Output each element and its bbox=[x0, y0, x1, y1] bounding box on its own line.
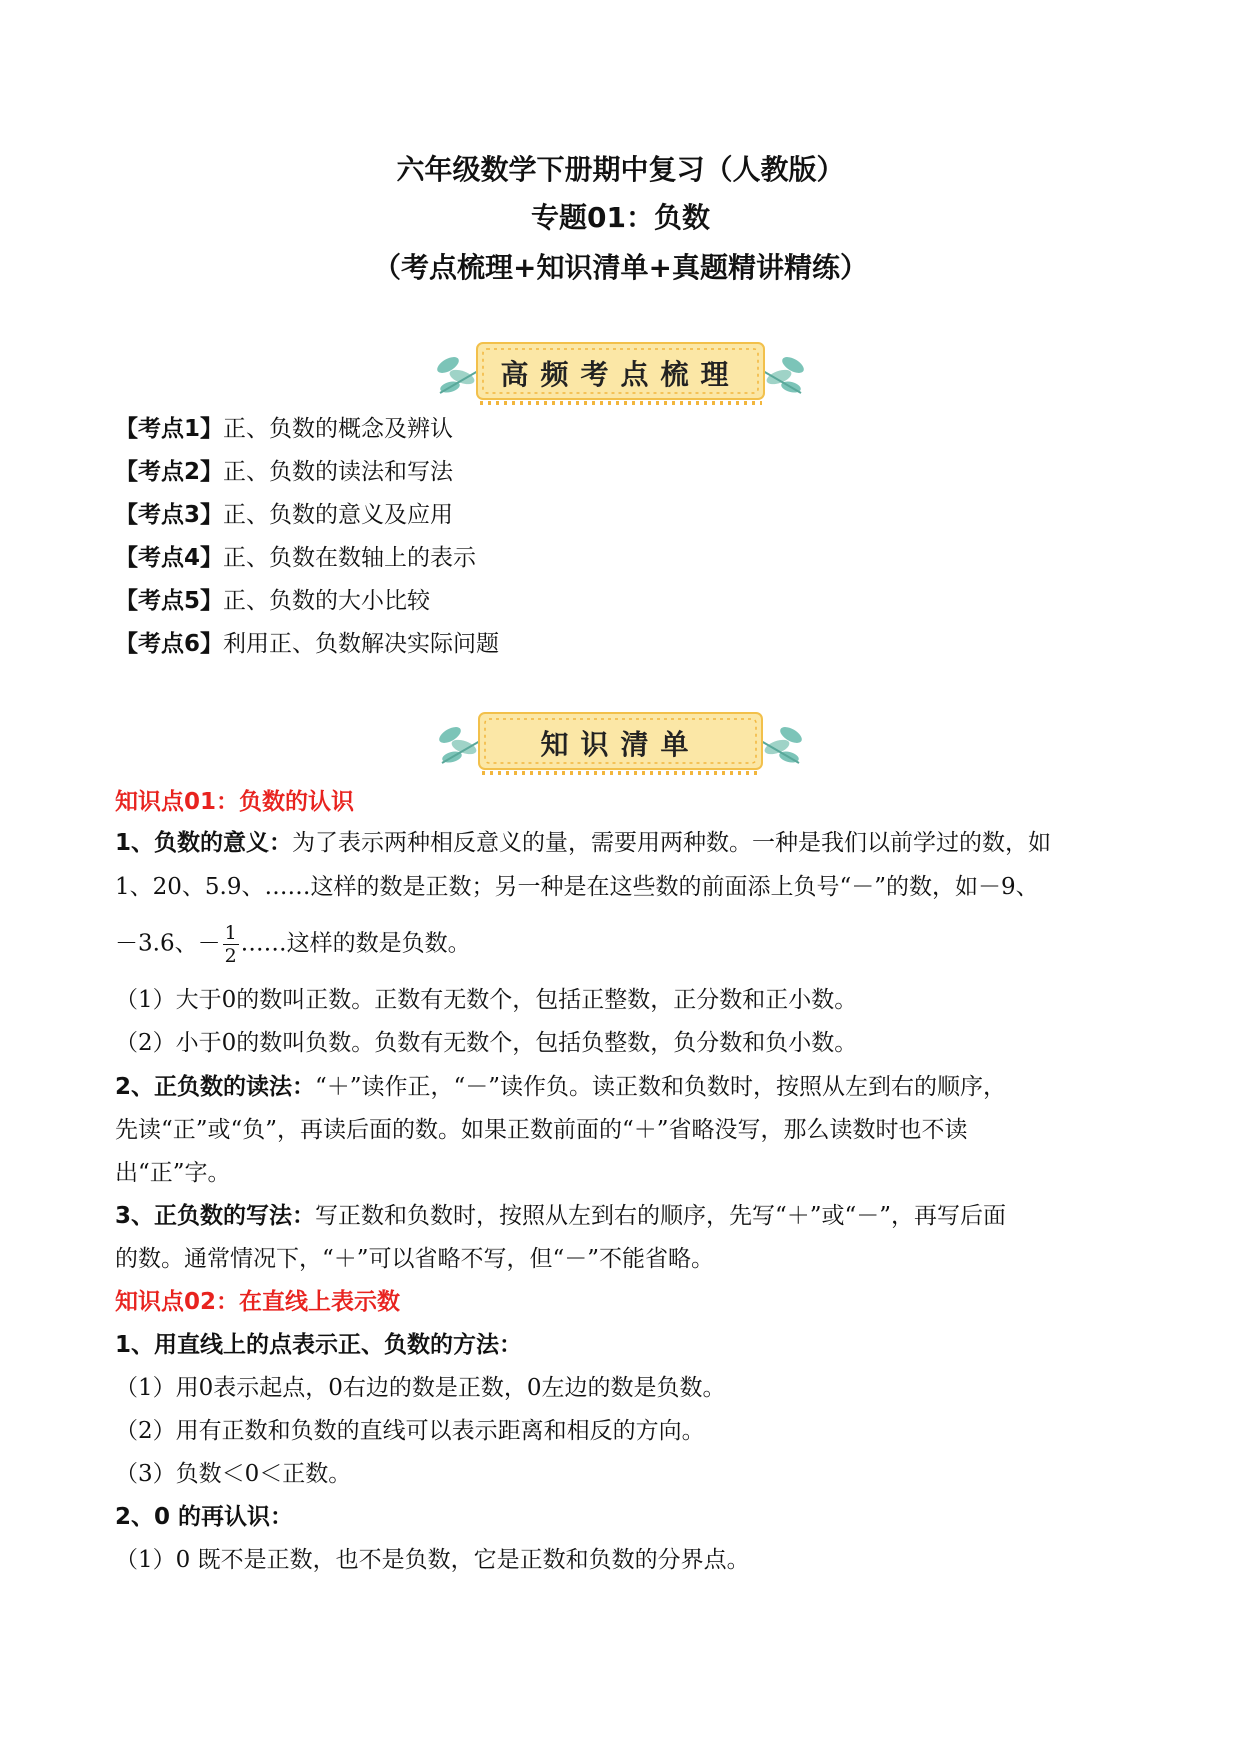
paragraph-line: 出“正”字。 bbox=[115, 1160, 231, 1186]
section-banner-zhishi bbox=[0, 705, 1241, 785]
kaodian-item: 【考点3】正、负数的意义及应用 bbox=[115, 502, 454, 528]
paragraph-line: 3、正负数的写法：写正数和负数时，按照从左到右的顺序，先写“＋”或“－”，再写后面 bbox=[115, 1203, 1007, 1229]
zsd-heading: 知识点01：负数的认识 bbox=[115, 789, 355, 815]
paragraph-line: （3）负数＜0＜正数。 bbox=[115, 1461, 352, 1487]
fraction: $\frac{1}{2}$ bbox=[224, 922, 237, 967]
paragraph-line: 的数。通常情况下，“＋”可以省略不写，但“－”不能省略。 bbox=[115, 1246, 715, 1272]
paragraph-line: 1、用直线上的点表示正、负数的方法： bbox=[115, 1332, 523, 1358]
zsd-heading: 知识点02：在直线上表示数 bbox=[115, 1289, 401, 1315]
paragraph-line: （2）用有正数和负数的直线可以表示距离和相反的方向。 bbox=[115, 1418, 705, 1444]
section-banner-kaodian bbox=[0, 335, 1241, 415]
doc-subtitle: 专题01：负数 bbox=[531, 201, 710, 234]
banner-label: 知识清单 bbox=[540, 728, 701, 761]
kaodian-item: 【考点4】正、负数在数轴上的表示 bbox=[115, 545, 477, 571]
paragraph-line: 2、0 的再认识： bbox=[115, 1504, 294, 1530]
paragraph-line: 2、正负数的读法：“＋”读作正，“－”读作负。读正数和负数时，按照从左到右的顺序， bbox=[115, 1074, 1007, 1100]
paragraph-line: （1）0 既不是正数，也不是负数，它是正数和负数的分界点。 bbox=[115, 1547, 750, 1573]
kaodian-item: 【考点1】正、负数的概念及辨认 bbox=[115, 416, 454, 442]
kaodian-item: 【考点6】利用正、负数解决实际问题 bbox=[115, 631, 500, 657]
paragraph-line: 先读“正”或“负”，再读后面的数。如果正数前面的“＋”省略没写，那么读数时也不读 bbox=[115, 1117, 968, 1143]
doc-title: 六年级数学下册期中复习（人教版） bbox=[396, 153, 845, 186]
paragraph-line: 1、20、5.9、……这样的数是正数；另一种是在这些数的前面添上负号“－”的数，如－9、 bbox=[115, 874, 1039, 900]
kaodian-item: 【考点2】正、负数的读法和写法 bbox=[115, 459, 454, 485]
paragraph-line: （2）小于0的数叫负数。负数有无数个，包括负整数，负分数和负小数。 bbox=[115, 1030, 858, 1056]
banner-label: 高频考点梳理 bbox=[500, 358, 741, 391]
doc-subtitle-note: （考点梳理+知识清单+真题精讲精练） bbox=[373, 251, 868, 284]
paragraph-line: 1、负数的意义：为了表示两种相反意义的量，需要用两种数。一种是我们以前学过的数，如 bbox=[115, 830, 1052, 856]
paragraph-line: （1）大于0的数叫正数。正数有无数个，包括正整数，正分数和正小数。 bbox=[115, 987, 858, 1013]
paragraph-line: （1）用0表示起点，0右边的数是正数，0左边的数是负数。 bbox=[115, 1375, 726, 1401]
paragraph-line: －3.6、－ $\frac{1}{2}$ ……这样的数是负数。 bbox=[115, 922, 471, 967]
kaodian-item: 【考点5】正、负数的大小比较 bbox=[115, 588, 431, 614]
